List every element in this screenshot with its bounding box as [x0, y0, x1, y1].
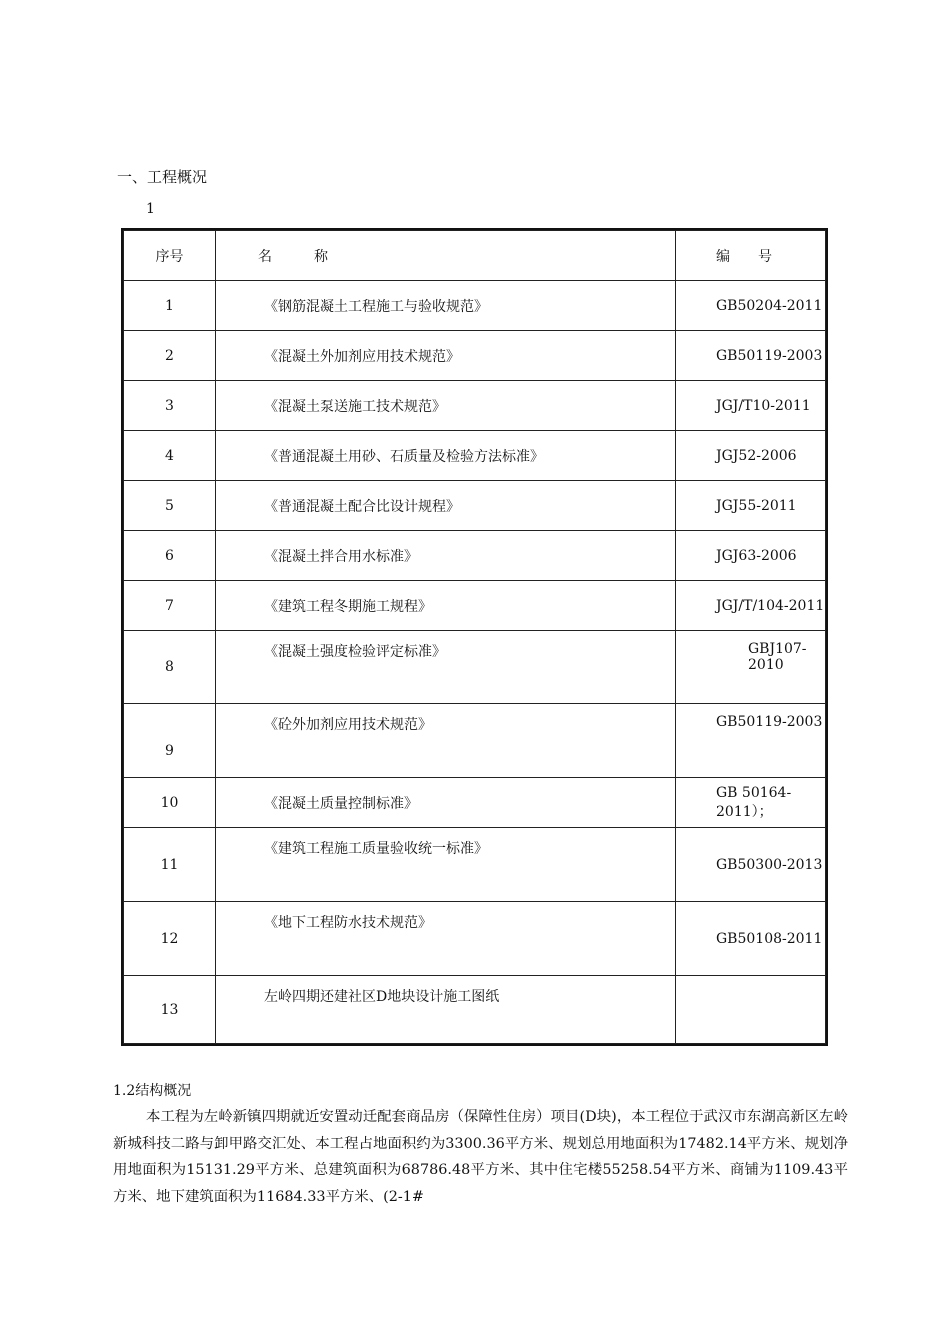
- table-row: [124, 631, 826, 704]
- header-no: 序号: [124, 231, 216, 281]
- row-code: GB50119-2003: [676, 704, 826, 778]
- table-row: [124, 976, 826, 1044]
- row-code: GB 50164-2011）；: [676, 778, 826, 828]
- header-code: 编 号: [676, 231, 826, 281]
- table-row: [124, 331, 826, 381]
- row-no: 12: [124, 902, 216, 976]
- row-code: JGJ/T10-2011: [676, 381, 826, 431]
- row-no: 10: [124, 778, 216, 828]
- row-code: GB50300-2013: [676, 828, 826, 902]
- header-name: 名 称: [216, 231, 676, 281]
- row-no: 7: [124, 581, 216, 631]
- row-no: 3: [124, 381, 216, 431]
- table-row: [124, 531, 826, 581]
- standards-table: [121, 228, 828, 1046]
- row-no: 5: [124, 481, 216, 531]
- table-row: [124, 828, 826, 902]
- table-row: [124, 281, 826, 331]
- section-heading: 一、工程概况: [117, 168, 208, 186]
- structure-heading: 1.2结构概况: [113, 1083, 192, 1099]
- row-name: 《建筑工程施工质量验收统一标准》: [216, 828, 676, 902]
- row-name: 《钢筋混凝土工程施工与验收规范》: [216, 281, 676, 331]
- table-header-row: [124, 231, 826, 281]
- table-row: [124, 381, 826, 431]
- row-code: GB50119-2003: [676, 331, 826, 381]
- row-no: 4: [124, 431, 216, 481]
- row-code: JGJ63-2006: [676, 531, 826, 581]
- row-code: JGJ55-2011: [676, 481, 826, 531]
- row-no: 9: [124, 704, 216, 778]
- table-row: [124, 431, 826, 481]
- row-name: 《混凝土泵送施工技术规范》: [216, 381, 676, 431]
- row-name: 《混凝土拌合用水标准》: [216, 531, 676, 581]
- row-no: 6: [124, 531, 216, 581]
- row-no: 11: [124, 828, 216, 902]
- row-code: GBJ107-2010: [676, 631, 826, 704]
- row-code: JGJ/T/104-2011: [676, 581, 826, 631]
- row-name: 《地下工程防水技术规范》: [216, 902, 676, 976]
- row-name: 《砼外加剂应用技术规范》: [216, 704, 676, 778]
- table-row: [124, 481, 826, 531]
- table-row: [124, 581, 826, 631]
- sub-number: 1: [146, 201, 155, 217]
- row-name: 《混凝土外加剂应用技术规范》: [216, 331, 676, 381]
- structure-paragraph: [113, 1104, 848, 1210]
- row-no: 8: [124, 631, 216, 704]
- row-name: 左岭四期还建社区D地块设计施工图纸: [216, 976, 676, 1044]
- row-code: GB50108-2011: [676, 902, 826, 976]
- row-code: GB50204-2011: [676, 281, 826, 331]
- row-name: 《建筑工程冬期施工规程》: [216, 581, 676, 631]
- row-code: JGJ52-2006: [676, 431, 826, 481]
- paragraph-text: 本工程为左岭新镇四期就近安置动迁配套商品房（保障性住房）项目(D块)，本工程位于武汉市东湖高新区左岭新城科技二路与卸甲路交汇处、本工程占地面积约为3300.36平方米、规划总用地面积为17482.14平方米、规划净用地面积为15131.29平方米、总建筑面积为68786.48平方米、其中住宅楼55258.54平方米、商铺为1109.43平方米、地下建筑面积为11684.33平方米、(2-1#: [113, 1109, 848, 1205]
- table-row: [124, 704, 826, 778]
- row-no: 1: [124, 281, 216, 331]
- row-no: 2: [124, 331, 216, 381]
- row-code: [676, 976, 826, 1044]
- row-no: 13: [124, 976, 216, 1044]
- row-name: 《普通混凝土用砂、石质量及检验方法标准》: [216, 431, 676, 481]
- row-name: 《混凝土质量控制标准》: [216, 778, 676, 828]
- row-name: 《普通混凝土配合比设计规程》: [216, 481, 676, 531]
- row-name: 《混凝土强度检验评定标准》: [216, 631, 676, 704]
- table-row: [124, 778, 826, 828]
- table-row: [124, 902, 826, 976]
